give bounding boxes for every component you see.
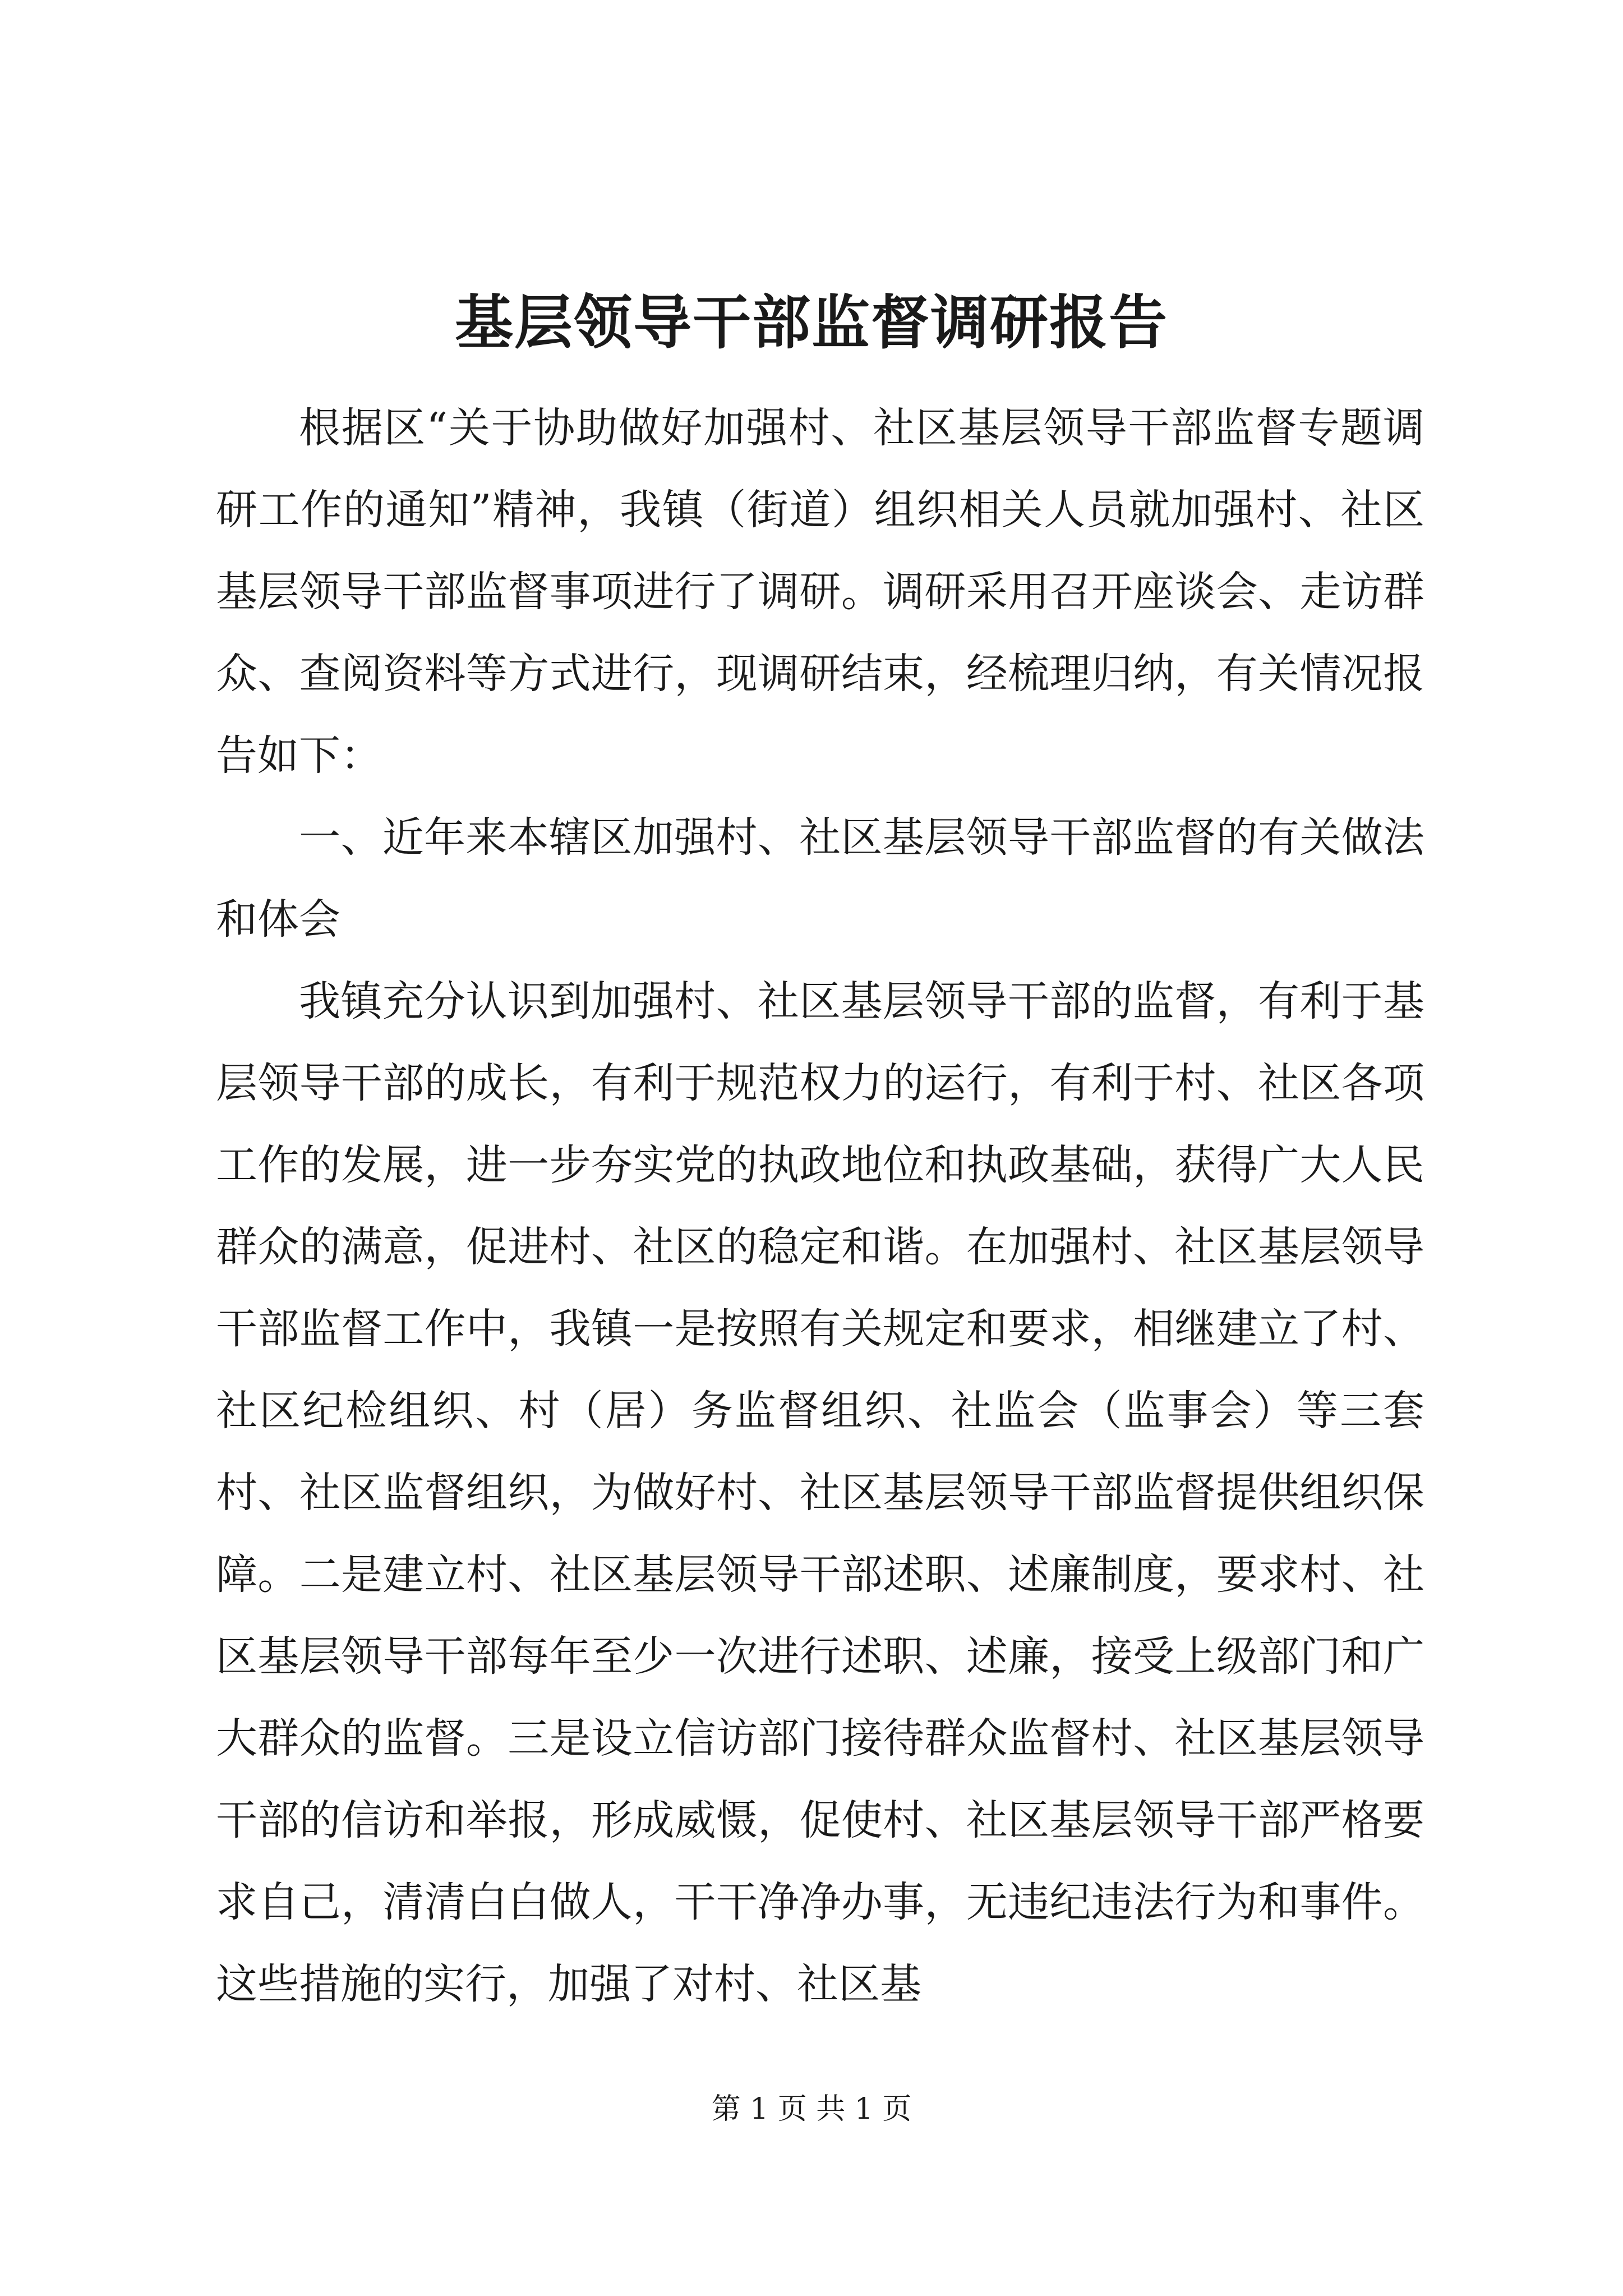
- section-heading-1: 一、近年来本辖区加强村、社区基层领导干部监督的有关做法和体会: [216, 813, 1424, 944]
- paragraph-practices: 我镇充分认识到加强村、社区基层领导干部的监督，有利于基层领导干部的成长，有利于规范权力的运行，有利于村、社区各项工作的发展，进一步夯实党的执政地位和执政基础，获得广大人民群众的满意，促进村、社区的稳定和谐。在加强村、社区基层领导干部监督工作中，我镇一是按照有关规定和要求，相继建立了村、社区纪检组织、村（居）务监督组织、社监会（监事会）等三套村、社区监督组织，为做好村、社区基层领导干部监督提供组织保障。二是建立村、社区基层领导干部述职、述廉制度，要求村、社区基层领导干部每年至少一次进行述职、述廉，接受上级部门和广大群众的监督。三是设立信访部门接待群众监督村、社区基层领导干部的信访和举报，形成威慑，促使村、社区基层领导干部严格要求自己，清清白白做人，干干净净办事，无违纪违法行为和事件。这些措施的实行，加强了对村、社区基: [216, 977, 1424, 2008]
- document-body: [216, 387, 1424, 2025]
- page-number-footer: 第 1 页 共 1 页: [711, 2092, 912, 2126]
- paragraph-intro: 根据区“关于协助做好加强村、社区基层领导干部监督专题调研工作的通知”精神，我镇（街道）组织相关人员就加强村、社区基层领导干部监督事项进行了调研。调研采用召开座谈会、走访群众、查阅资料等方式进行，现调研结束，经梳理归纳，有关情况报告如下：: [216, 404, 1424, 780]
- document-title: 基层领导干部监督调研报告: [454, 288, 1168, 357]
